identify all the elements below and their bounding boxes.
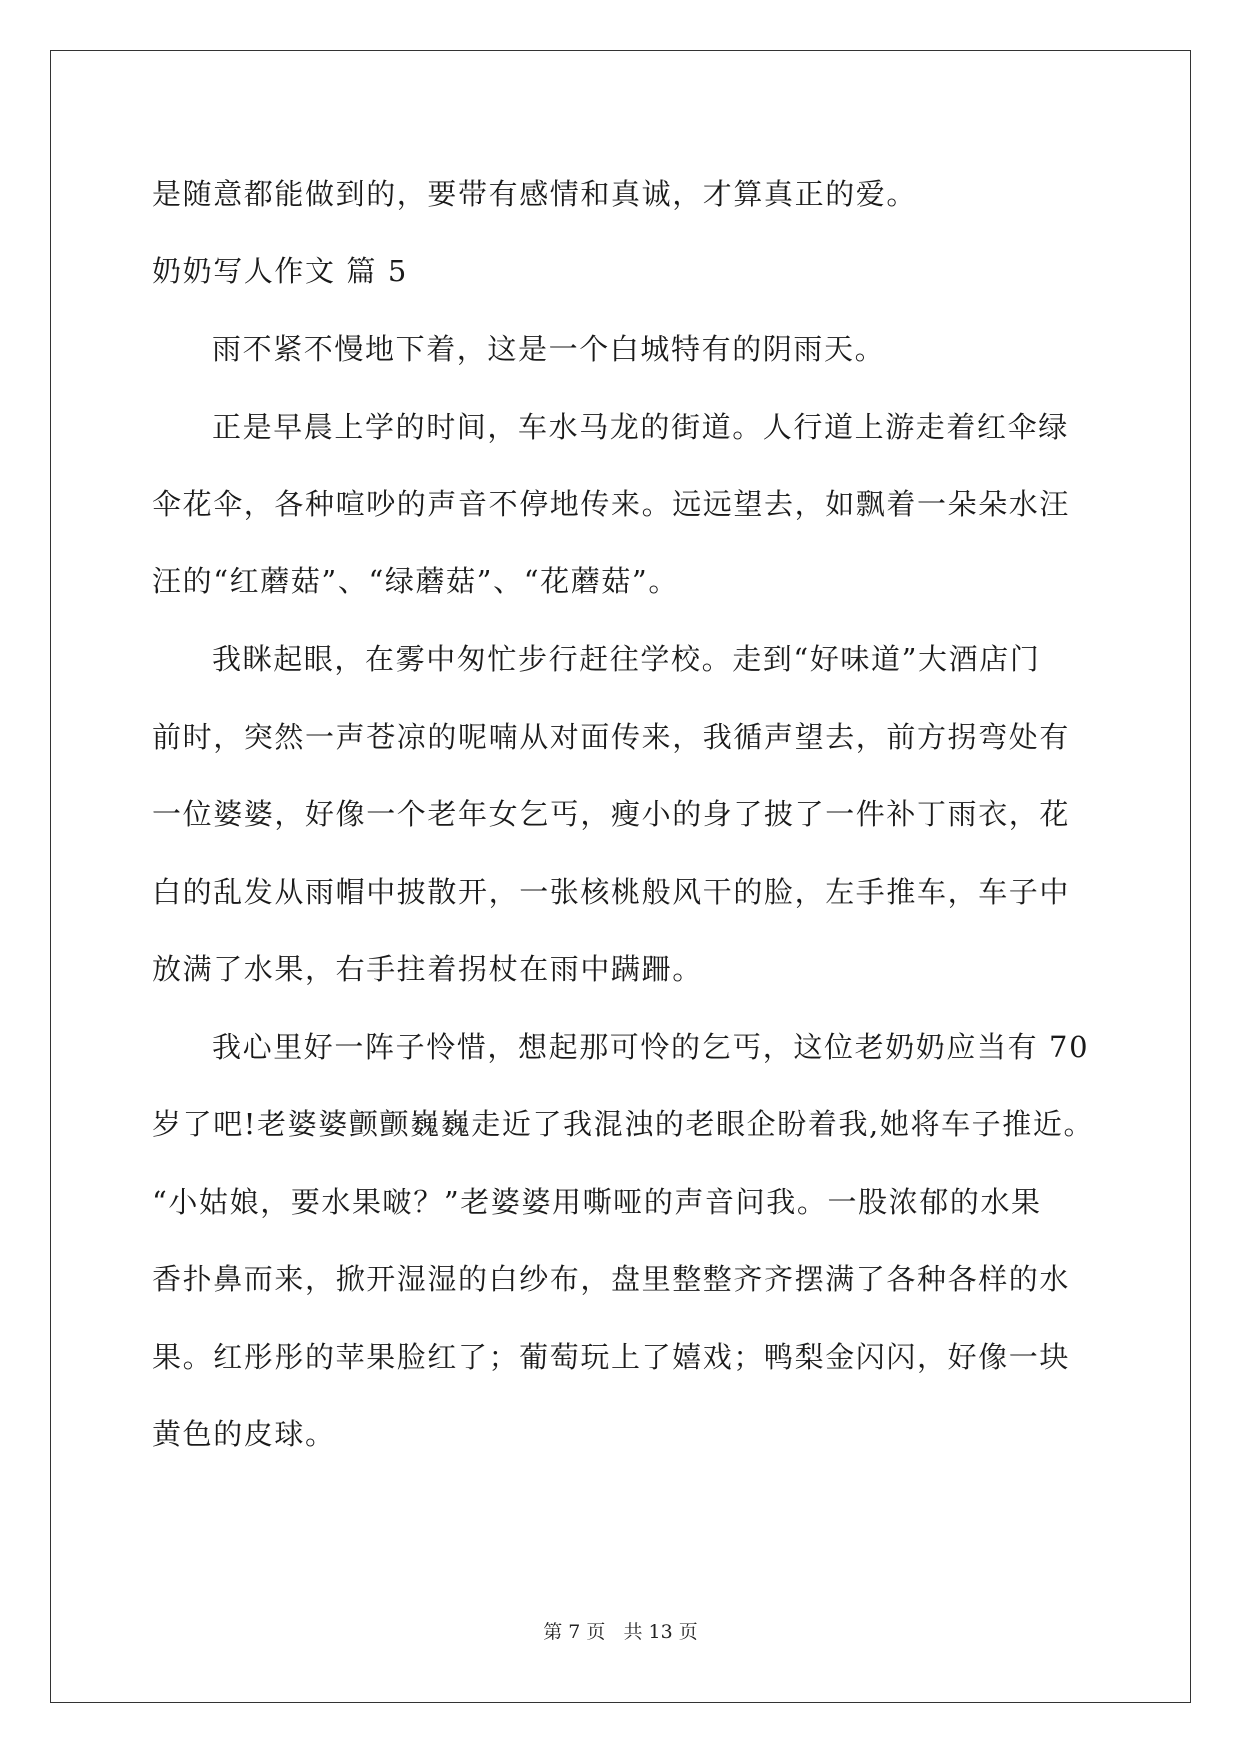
paragraph-line: 白的乱发从雨帽中披散开，一张核桃般风干的脸，左手推车，车子中	[152, 875, 1071, 909]
paragraph-line: “小姑娘，要水果啵？”老婆婆用嘶哑的声音问我。一股浓郁的水果	[152, 1185, 1042, 1219]
paragraph-line: 我心里好一阵子怜惜，想起那可怜的乞丐，这位老奶奶应当有 70	[212, 1030, 1090, 1064]
paragraph-line: 岁了吧!老婆婆颤颤巍巍走近了我混浊的老眼企盼着我,她将车子推近。	[152, 1107, 1095, 1141]
paragraph-line-continuation: 是随意都能做到的，要带有感情和真诚，才算真正的爱。	[152, 177, 918, 211]
paragraph-line: 果。红彤彤的苹果脸红了；葡萄玩上了嬉戏；鸭梨金闪闪，好像一块	[152, 1340, 1071, 1374]
section-heading: 奶奶写人作文 篇 5	[152, 254, 408, 288]
paragraph-line: 雨不紧不慢地下着，这是一个白城特有的阴雨天。	[212, 332, 886, 366]
paragraph-line: 放满了水果，右手拄着拐杖在雨中蹒跚。	[152, 952, 703, 986]
paragraph-line: 伞花伞，各种喧吵的声音不停地传来。远远望去，如飘着一朵朵水汪	[152, 487, 1071, 521]
paragraph-line: 黄色的皮球。	[152, 1417, 336, 1451]
page-number: 第 7 页	[543, 1621, 606, 1643]
page-total: 共 13 页	[623, 1621, 698, 1643]
paragraph-line: 前时，突然一声苍凉的呢喃从对面传来，我循声望去，前方拐弯处有	[152, 720, 1071, 754]
paragraph-line: 汪的“红蘑菇”、“绿蘑菇”、“花蘑菇”。	[152, 564, 679, 598]
paragraph-line: 我眯起眼，在雾中匆忙步行赶往学校。走到“好味道”大酒店门	[212, 642, 1041, 676]
page-footer	[0, 1620, 1241, 1644]
paragraph-line: 香扑鼻而来，掀开湿湿的白纱布，盘里整整齐齐摆满了各种各样的水	[152, 1262, 1071, 1296]
paragraph-line: 一位婆婆，好像一个老年女乞丐，瘦小的身了披了一件补丁雨衣，花	[152, 797, 1071, 831]
paragraph-line: 正是早晨上学的时间，车水马龙的街道。人行道上游走着红伞绿	[212, 410, 1069, 444]
